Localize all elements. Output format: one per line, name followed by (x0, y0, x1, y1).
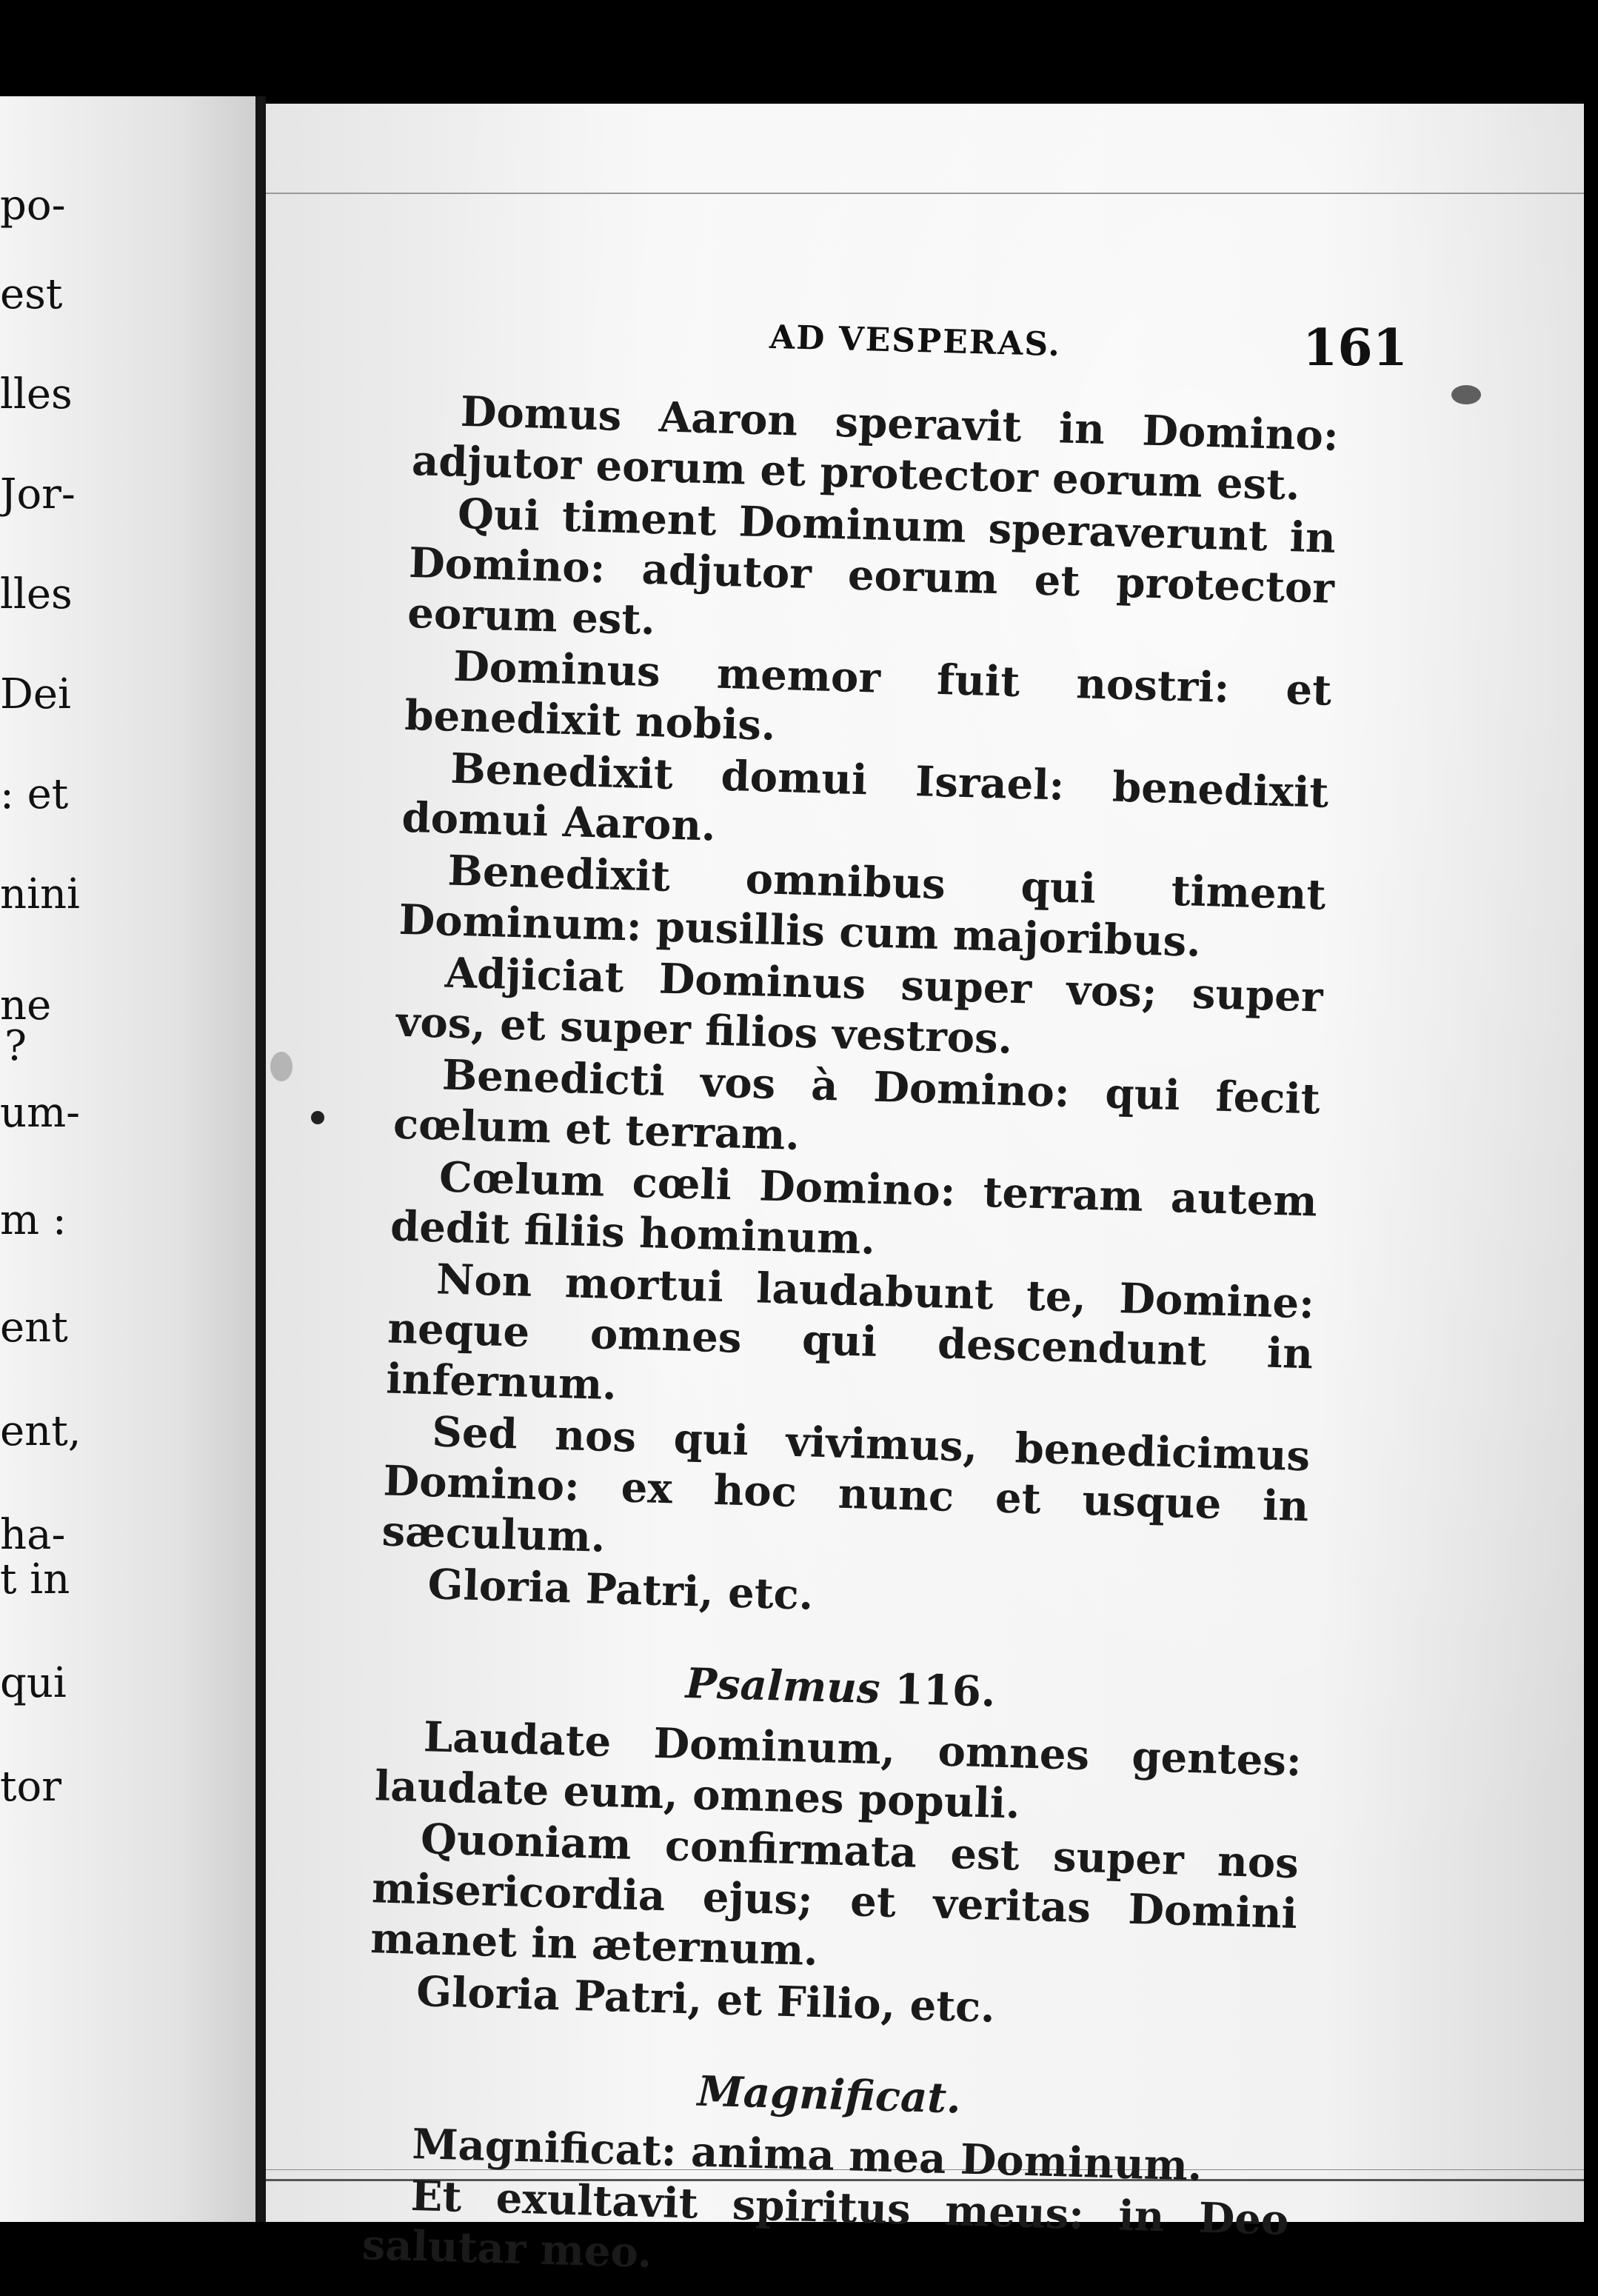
left-margin-fragment: : et (0, 770, 69, 818)
verse: Benedixit domui Israel: benedixit domui Aaron. (401, 744, 1330, 851)
left-margin-fragment: ent (0, 1304, 68, 1352)
psalm-title-word: Psalmus (684, 1658, 881, 1714)
ink-speck (311, 1111, 324, 1124)
left-margin-fragment: ha- (0, 1511, 66, 1559)
left-margin-fragment: Dei (0, 670, 71, 718)
verse: Benedicti vos à Domino: qui fecit cœlum et terram. (392, 1050, 1321, 1160)
running-title: AD VESPERAS. (769, 318, 1062, 364)
verse: Sed nos qui vivimus, benedicimus Domino: ex hoc nunc et usque in sæculum. (381, 1407, 1311, 1562)
left-margin-fragment: est (0, 270, 63, 318)
verse: Adjiciat Dominus super vos; super vos, et super filios vestros. (395, 948, 1324, 1064)
doxology: Gloria Patri, etc. (427, 1560, 815, 1620)
page-text (361, 385, 1340, 2296)
left-margin-fragment: lles (0, 570, 73, 618)
top-rule (266, 193, 1584, 194)
verse: Quoniam confirmata est super nos misericordia ejus; et veritas Domini manet in æternum. (370, 1815, 1300, 1976)
book-spine (255, 96, 266, 2222)
verse: Dominus memor fuit nostri: et benedixit nobis. (404, 641, 1332, 750)
left-margin-fragment: um- (0, 1089, 81, 1137)
left-margin-fragment: m : (0, 1196, 67, 1244)
verse: Non mortui laudabunt te, Domine: neque omnes qui descendunt in infernum. (385, 1255, 1315, 1410)
left-margin-fragments (0, 96, 255, 2222)
ink-speck (270, 1052, 292, 1081)
verse: Domus Aaron speravit in Domino: adjutor eorum et protector eorum est. (411, 387, 1340, 510)
verse: Qui timent Dominum speraverunt in Domino: adjutor eorum et protector eorum est. (407, 489, 1337, 645)
verse: Laudate Dominum, omnes gentes: laudate eum, omnes populi. (374, 1712, 1303, 1829)
left-margin-fragment: po- (0, 181, 66, 230)
page-number: 161 (1303, 318, 1408, 378)
left-margin-fragment: t in (0, 1555, 70, 1603)
left-margin-fragment: ne (0, 981, 52, 1029)
magnificat (361, 2118, 1291, 2296)
psalm-116 (369, 1710, 1303, 2041)
left-margin-fragment: ? (4, 1022, 27, 1070)
left-margin-fragment: ent, (0, 1407, 81, 1455)
verse: Benedixit omnibus qui timent Dominum: pusillis cum majoribus. (398, 846, 1327, 967)
verse: Magnificat: anima mea Dominum. (411, 2119, 1203, 2191)
verse: Cœlum cœli Domino: terram autem dedit filiis hominum. (390, 1152, 1318, 1264)
left-margin-fragment: qui (0, 1659, 67, 1707)
doxology: Gloria Patri, et Filio, etc. (415, 1966, 996, 2032)
magnificat-title: Magnificat. (696, 2066, 962, 2123)
left-margin-fragment: tor (0, 1763, 61, 1811)
verse: Et exultavit spiritus meus: in Deo salutar meo. (361, 2171, 1290, 2277)
psalm-115-continued (380, 385, 1340, 1634)
left-margin-fragment: Jor- (0, 470, 76, 518)
right-page (266, 104, 1584, 2277)
left-margin-fragment: nini (0, 870, 80, 918)
ink-speck (1451, 385, 1481, 404)
psalm-title-number: 116. (894, 1664, 997, 1717)
left-page-fragment (0, 96, 255, 2222)
left-margin-fragment: lles (0, 370, 73, 418)
